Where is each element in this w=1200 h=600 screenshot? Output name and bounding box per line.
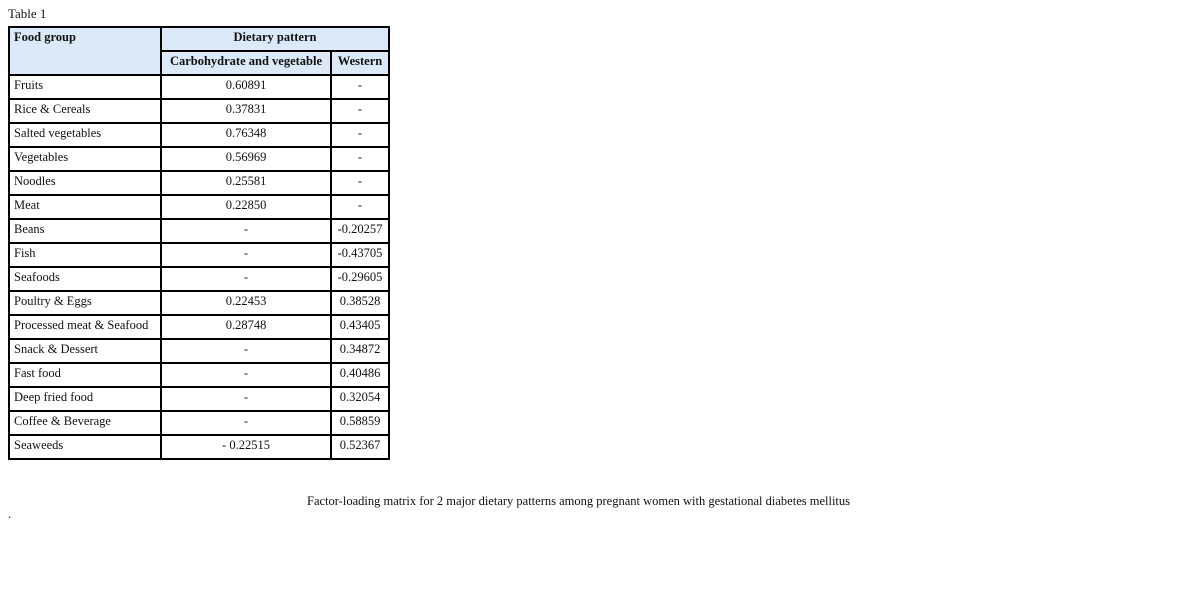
carbohydrate-vegetable-cell: - 0.22515 (161, 435, 331, 459)
carbohydrate-vegetable-cell: 0.22850 (161, 195, 331, 219)
food-group-cell: Noodles (9, 171, 161, 195)
food-group-cell: Coffee & Beverage (9, 411, 161, 435)
table-row (9, 411, 389, 435)
carbohydrate-vegetable-cell: 0.25581 (161, 171, 331, 195)
food-group-cell: Fast food (9, 363, 161, 387)
table-label: Table 1 (8, 6, 47, 21)
factor-loading-table (8, 26, 390, 460)
table-row (9, 387, 389, 411)
food-group-cell: Fish (9, 243, 161, 267)
dietary-pattern-header: Dietary pattern (161, 27, 389, 51)
carbohydrate-vegetable-cell: - (161, 219, 331, 243)
western-cell: -0.43705 (331, 243, 389, 267)
carbohydrate-vegetable-cell: 0.56969 (161, 147, 331, 171)
western-cell: 0.58859 (331, 411, 389, 435)
carbohydrate-vegetable-cell: 0.28748 (161, 315, 331, 339)
food-group-cell: Fruits (9, 75, 161, 99)
food-group-cell: Meat (9, 195, 161, 219)
western-cell: - (331, 195, 389, 219)
table-caption: Factor-loading matrix for 2 major dietary patterns among pregnant women with gestational diabetes mellitus (307, 494, 851, 508)
carbohydrate-vegetable-cell: 0.76348 (161, 123, 331, 147)
table-row (9, 147, 389, 171)
western-cell: 0.43405 (331, 315, 389, 339)
food-group-cell: Deep fried food (9, 387, 161, 411)
table-row (9, 195, 389, 219)
western-cell: 0.32054 (331, 387, 389, 411)
western-cell: 0.38528 (331, 291, 389, 315)
carbohydrate-vegetable-cell: - (161, 387, 331, 411)
table-row (9, 363, 389, 387)
table-row (9, 219, 389, 243)
western-cell: -0.20257 (331, 219, 389, 243)
food-group-cell: Snack & Dessert (9, 339, 161, 363)
food-group-cell: Beans (9, 219, 161, 243)
western-cell: 0.52367 (331, 435, 389, 459)
food-group-cell: Salted vegetables (9, 123, 161, 147)
carbohydrate-vegetable-header: Carbohydrate and vegetable (161, 51, 331, 75)
carbohydrate-vegetable-cell: - (161, 243, 331, 267)
table-row (9, 123, 389, 147)
table-row (9, 435, 389, 459)
food-group-cell: Seaweeds (9, 435, 161, 459)
western-cell: - (331, 123, 389, 147)
carbohydrate-vegetable-cell: 0.22453 (161, 291, 331, 315)
western-cell: 0.34872 (331, 339, 389, 363)
western-cell: -0.29605 (331, 267, 389, 291)
carbohydrate-vegetable-cell: - (161, 267, 331, 291)
table-row (9, 75, 389, 99)
table-row (9, 243, 389, 267)
food-group-cell: Processed meat & Seafood (9, 315, 161, 339)
table-row (9, 339, 389, 363)
western-cell: - (331, 171, 389, 195)
food-group-cell: Seafoods (9, 267, 161, 291)
food-group-cell: Rice & Cereals (9, 99, 161, 123)
carbohydrate-vegetable-cell: 0.60891 (161, 75, 331, 99)
food-group-header: Food group (9, 27, 161, 75)
food-group-cell: Vegetables (9, 147, 161, 171)
table-body (9, 75, 389, 459)
western-header: Western (331, 51, 389, 75)
carbohydrate-vegetable-cell: - (161, 363, 331, 387)
carbohydrate-vegetable-cell: - (161, 339, 331, 363)
western-cell: - (331, 75, 389, 99)
table-row (9, 291, 389, 315)
western-cell: - (331, 147, 389, 171)
carbohydrate-vegetable-cell: - (161, 411, 331, 435)
food-group-cell: Poultry & Eggs (9, 291, 161, 315)
table-row (9, 315, 389, 339)
carbohydrate-vegetable-cell: 0.37831 (161, 99, 331, 123)
trailing-mark: . (8, 506, 12, 521)
table-row (9, 171, 389, 195)
table-row (9, 99, 389, 123)
western-cell: - (331, 99, 389, 123)
table-row (9, 267, 389, 291)
western-cell: 0.40486 (331, 363, 389, 387)
